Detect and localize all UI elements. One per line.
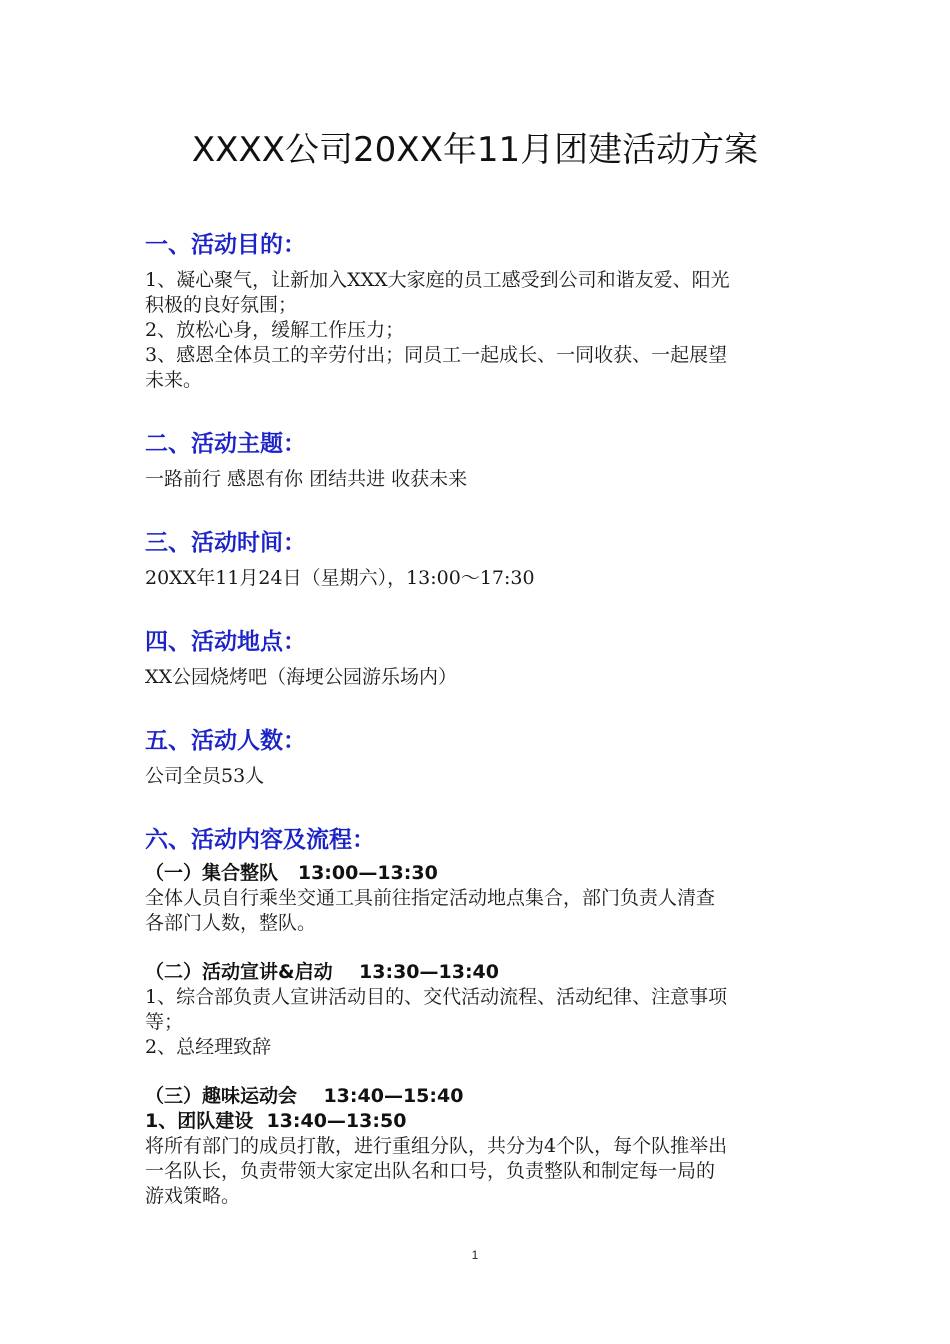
purpose-line-4: 3、感恩全体员工的辛劳付出；同员工一起成长、一同收获、一起展望 [145,344,728,366]
theme-text: 一路前行 感恩有你 团结共进 收获未来 [145,468,468,490]
section-heading-agenda: 六、活动内容及流程： [145,827,375,853]
section-heading-purpose: 一、活动目的： [145,232,306,258]
agenda-step-1-line-2: 各部门人数，整队。 [145,912,317,934]
purpose-line-1: 1、凝心聚气，让新加入XXX大家庭的员工感受到公司和谐友爱、阳光 [145,269,730,291]
agenda-step-2-line-1: 1、综合部负责人宣讲活动目的、交代活动流程、活动纪律、注意事项 [145,986,728,1008]
agenda-step-3-line-1: 将所有部门的成员打散，进行重组分队，共分为4个队，每个队推举出 [145,1135,728,1157]
agenda-step-1-line-1: 全体人员自行乘坐交通工具前往指定活动地点集合，部门负责人清查 [145,887,716,909]
agenda-step-1-title: （一）集合整队 13:00—13:30 [145,862,438,884]
document-body [145,228,810,1209]
page-title: XXXX公司20XX年11月团建活动方案 [191,130,759,170]
section-heading-theme: 二、活动主题： [145,431,306,457]
agenda-step-2-line-2: 等； [145,1011,184,1033]
agenda-step-3-line-3: 游戏策略。 [145,1185,241,1207]
purpose-line-3: 2、放松心身，缓解工作压力； [145,319,405,341]
purpose-line-2: 积极的良好氛围； [145,294,298,316]
agenda-step-3-title: （三）趣味运动会 13:40—15:40 [145,1085,464,1107]
agenda-step-2-line-3: 2、总经理致辞 [145,1036,272,1058]
section-heading-location: 四、活动地点： [145,629,306,655]
location-text: XX公园烧烤吧（海埂公园游乐场内） [145,666,458,688]
page-number: 1 [471,1248,479,1262]
section-heading-headcount: 五、活动人数： [145,728,306,754]
agenda-step-2-title: （二）活动宣讲&启动 13:30—13:40 [145,961,499,983]
time-text: 20XX年11月24日（星期六），13:00～17:30 [145,567,535,589]
agenda-step-3-line-2: 一名队长，负责带领大家定出队名和口号，负责整队和制定每一局的 [145,1160,716,1182]
agenda-step-3-subtitle: 1、团队建设 13:40—13:50 [145,1110,407,1132]
headcount-text: 公司全员53人 [145,765,265,787]
section-heading-time: 三、活动时间： [145,530,306,556]
purpose-line-5: 未来。 [145,369,203,391]
